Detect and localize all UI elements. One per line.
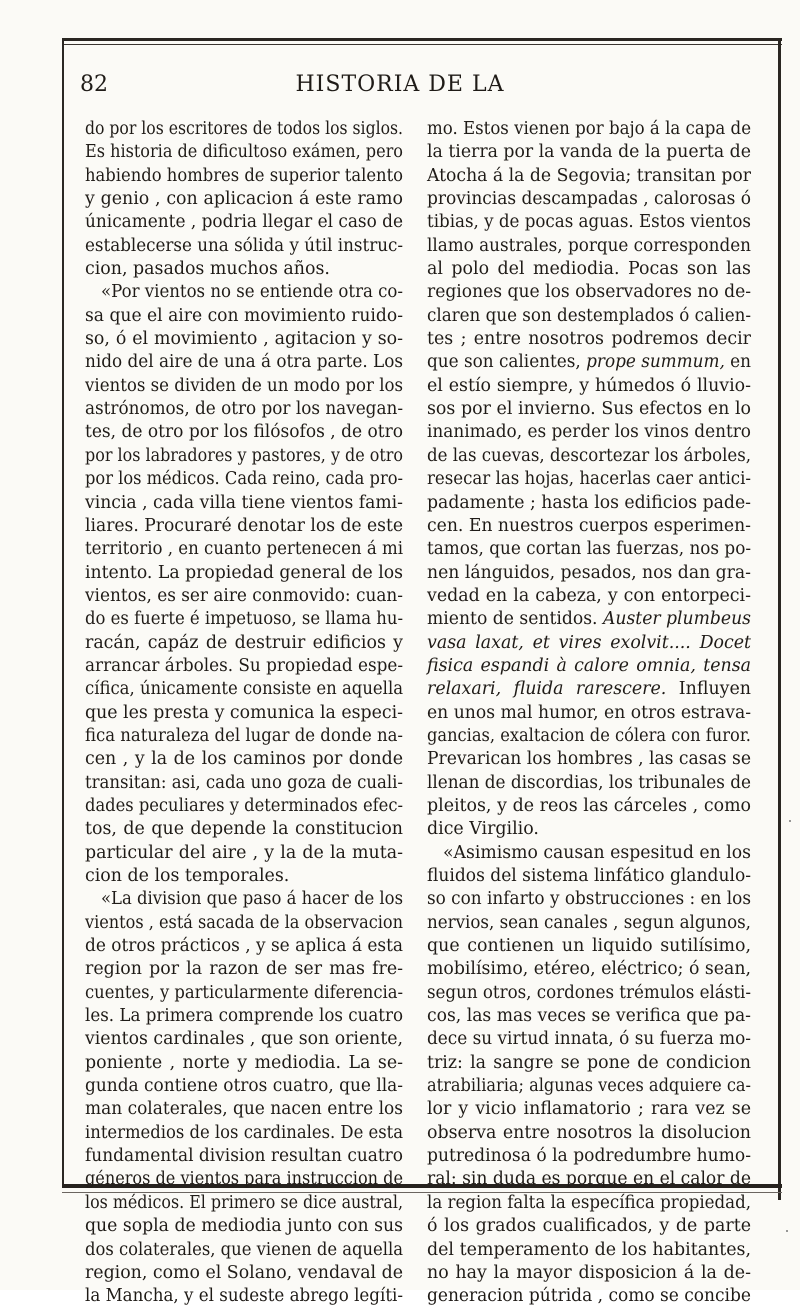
text-line: cen , y la de los caminos por donde bbox=[85, 749, 404, 770]
text-line: no hay la mayor disposicion á la de- bbox=[427, 1262, 751, 1283]
text-line: putredinosa ó la podredumbre humo- bbox=[427, 1146, 751, 1167]
top-border-rule-thin bbox=[62, 44, 782, 45]
text-line: de otros prácticos , y se aplica á esta bbox=[85, 936, 404, 957]
text-line: llamo australes, porque corresponden bbox=[427, 235, 751, 256]
latin-quote: relaxari, fluida rarescere. bbox=[427, 679, 667, 700]
text-line: tos, de que depende la constitucion bbox=[85, 819, 403, 840]
text-line: al polo del mediodia. Pocas son las bbox=[427, 259, 751, 280]
text-line: gancias, exaltacion de cólera con furor. bbox=[427, 725, 751, 746]
text-line: llenan de discordias, los tribunales de bbox=[427, 772, 751, 793]
text-line: nervios, sean canales , segun algunos, bbox=[427, 912, 751, 933]
text-line: man colaterales, que nacen entre los bbox=[85, 1099, 403, 1120]
text-line: mo. Estos vienen por bajo á la capa de bbox=[427, 119, 752, 139]
text-line: la region falta la específica propiedad, bbox=[427, 1192, 751, 1213]
text-line: del temperamento de los habitantes, bbox=[427, 1239, 751, 1260]
text-line: padamente ; hasta los edificios pade- bbox=[427, 492, 752, 513]
text-line: sos por el invierno. Sus efectos en lo bbox=[427, 399, 751, 420]
text-line: «Por vientos no se entiende otra co- bbox=[101, 282, 403, 303]
paper-speck bbox=[786, 1230, 788, 1232]
text-line: transitan: asi, cada uno goza de cuali- bbox=[85, 772, 404, 793]
text-line: sa que el aire con movimiento ruido- bbox=[85, 305, 403, 326]
text-line: tamos, que cortan las fuerzas, nos po- bbox=[427, 539, 752, 560]
text-line: do por los escritores de todos los siglos. bbox=[85, 119, 404, 139]
text-line: por los médicos. Cada reino, cada pro- bbox=[85, 469, 404, 490]
text-line: el estío siempre, y húmedos ó lluvio- bbox=[427, 375, 752, 396]
running-head: HISTORIA DE LA bbox=[295, 72, 505, 97]
text-line: vedad en la cabeza, y con entorpeci- bbox=[427, 585, 751, 606]
text-line: atrabiliaria; algunas veces adquiere ca- bbox=[427, 1076, 752, 1097]
page-number: 82 bbox=[80, 72, 108, 97]
text-line: únicamente , podria llegar el caso de bbox=[85, 212, 404, 233]
text-line bbox=[427, 678, 751, 701]
text-segment: en bbox=[724, 352, 751, 373]
text-line: vientos , está sacada de la observacion bbox=[85, 912, 404, 933]
text-line bbox=[427, 351, 751, 374]
text-line: observa entre nosotros la disolucion bbox=[427, 1122, 751, 1143]
text-line: regiones que los observadores no de- bbox=[427, 282, 752, 303]
text-line: nido del aire de una á otra parte. Los bbox=[85, 352, 404, 373]
text-line: vientos se dividen de un modo por los bbox=[85, 375, 404, 396]
text-line: territorio , en cuanto pertenecen á mi bbox=[85, 539, 404, 560]
text-line: que les presta y comunica la especi- bbox=[85, 702, 404, 723]
text-line: arrancar árboles. Su propiedad espe- bbox=[85, 655, 404, 676]
text-line: do es fuerte é impetuoso, se llama hu- bbox=[85, 609, 404, 630]
text-line: cion, pasados muchos años. bbox=[85, 259, 330, 280]
top-border-rule bbox=[62, 38, 782, 41]
text-line: ó los grados cualificados, y de parte bbox=[427, 1216, 752, 1237]
paper-speck bbox=[789, 820, 791, 822]
latin-quote: Auster plumbeus bbox=[602, 609, 751, 630]
text-line: intermedios de los cardinales. De esta bbox=[85, 1122, 404, 1143]
left-page-edge bbox=[62, 38, 64, 1188]
text-line: cion de los temporales. bbox=[85, 866, 290, 886]
text-line: intento. La propiedad general de los bbox=[85, 562, 403, 583]
text-line: generacion pútrida , como se concibe bbox=[427, 1286, 751, 1307]
text-line: «La division que paso á hacer de los bbox=[101, 889, 403, 910]
text-line: fluidos del sistema linfático glandulo- bbox=[427, 866, 751, 886]
text-line: nen lánguidos, pesados, nos dan gra- bbox=[427, 562, 751, 583]
text-line: segun otros, cordones trémulos elásti- bbox=[427, 982, 751, 1003]
text-line: racán, capáz de destruir edificios y bbox=[85, 632, 403, 653]
text-line: cífica, únicamente consiste en aquella bbox=[85, 679, 404, 700]
text-line: claren que son destemplados ó calien- bbox=[427, 305, 752, 326]
text-segment: miento de sentidos. bbox=[427, 609, 603, 630]
text-line: region por la razon de ser mas fre- bbox=[85, 959, 404, 980]
text-line: poniente , norte y mediodia. La se- bbox=[85, 1052, 403, 1073]
text-line: so, ó el movimiento , agitacion y so- bbox=[85, 329, 403, 350]
text-line: mobilísimo, etéreo, eléctrico; ó sean, bbox=[427, 959, 751, 980]
latin-quote: vasa laxat, et vires exolvit.... Docet bbox=[427, 632, 751, 653]
text-line bbox=[427, 608, 751, 631]
text-line: habiendo hombres de superior talento bbox=[85, 165, 404, 186]
text-segment: que son calientes, bbox=[427, 352, 587, 373]
right-text-column bbox=[427, 118, 751, 1309]
right-page-edge bbox=[778, 40, 781, 1200]
text-line: la tierra por la vanda de la puerta de bbox=[427, 142, 751, 163]
text-line: por los labradores y pastores, y de otro bbox=[85, 445, 403, 466]
text-line: tes, de otro por los filósofos , de otro bbox=[85, 422, 403, 443]
text-line: en unos mal humor, en otros estrava- bbox=[427, 702, 752, 723]
text-line bbox=[427, 632, 751, 655]
text-line: dice Virgilio. bbox=[427, 819, 539, 840]
text-line: «Asimismo causan espesitud en los bbox=[443, 842, 751, 863]
latin-quote: prope summum, bbox=[586, 352, 725, 373]
text-line: vincia , cada villa tiene vientos fami- bbox=[85, 492, 403, 513]
text-line: y genio , con aplicacion á este ramo bbox=[85, 189, 404, 210]
text-segment: Influyen bbox=[666, 679, 751, 700]
text-line: triz: la sangre se pone de condicion bbox=[427, 1052, 751, 1073]
text-line: de las cuevas, descortezar los árboles, bbox=[427, 445, 752, 466]
text-line: les. La primera comprende los cuatro bbox=[85, 1006, 404, 1027]
text-line: cen. En nuestros cuerpos esperimen- bbox=[427, 515, 751, 536]
text-line: gunda contiene otros cuatro, que lla- bbox=[85, 1076, 404, 1097]
text-line: que contienen un liquido sutilísimo, bbox=[427, 936, 751, 957]
text-line: cos, las mas veces se verifica que pa- bbox=[427, 1006, 751, 1027]
text-line: fica naturaleza del lugar de donde na- bbox=[85, 725, 403, 746]
text-line: establecerse una sólida y útil instruc- bbox=[85, 235, 404, 256]
text-line: region, como el Solano, vendaval de bbox=[85, 1262, 404, 1283]
text-line: los médicos. El primero se dice austral, bbox=[85, 1192, 403, 1213]
text-line: dades peculiares y determinados efec- bbox=[85, 795, 404, 816]
left-text-column bbox=[85, 118, 403, 1309]
text-line: dos colaterales, que vienen de aquella bbox=[85, 1239, 404, 1260]
text-line: resecar las hojas, hacerlas caer antici- bbox=[427, 469, 751, 490]
text-line: provincias descampadas , calorosas ó bbox=[427, 189, 752, 210]
text-line: fundamental division resultan cuatro bbox=[85, 1146, 404, 1167]
text-line: la Mancha, y el sudeste abrego legíti- bbox=[85, 1286, 404, 1307]
text-line bbox=[427, 655, 751, 678]
text-line: Atocha á la de Segovia; transitan por bbox=[427, 165, 751, 186]
text-line: liares. Procuraré denotar los de este bbox=[85, 515, 403, 536]
text-line: astrónomos, de otro por los navegan- bbox=[85, 399, 404, 420]
text-line: vientos, es ser aire conmovido: cuan- bbox=[85, 585, 403, 606]
text-line: dece su virtud innata, ó su fuerza mo- bbox=[427, 1029, 752, 1050]
text-line: que sopla de mediodia junto con sus bbox=[85, 1216, 404, 1237]
text-line: so con infarto y obstrucciones : en los bbox=[427, 889, 751, 910]
text-line: particular del aire , y la de la muta- bbox=[85, 842, 403, 863]
text-line: tes ; entre nosotros podremos decir bbox=[427, 329, 751, 350]
text-line: vientos cardinales , que son oriente, bbox=[85, 1029, 404, 1050]
text-line: géneros de vientos para instruccion de bbox=[85, 1169, 403, 1190]
text-line: tibias, y de pocas aguas. Estos vientos bbox=[427, 212, 751, 233]
text-line: Prevarican los hombres , las casas se bbox=[427, 749, 751, 770]
text-line: lor y vicio inflamatorio ; rara vez se bbox=[427, 1099, 751, 1120]
text-line: ral: sin duda es porque en el calor de bbox=[427, 1169, 751, 1190]
text-line: inanimado, es perder los vinos dentro bbox=[427, 422, 751, 443]
text-line: pleitos, y de reos las cárceles , como bbox=[427, 795, 752, 816]
text-line: Es historia de dificultoso exámen, pero bbox=[85, 142, 403, 163]
text-line: cuentes, y particularmente diferencia- bbox=[85, 982, 404, 1003]
latin-quote: fisica espandi à calore omnia, tensa bbox=[427, 655, 752, 676]
